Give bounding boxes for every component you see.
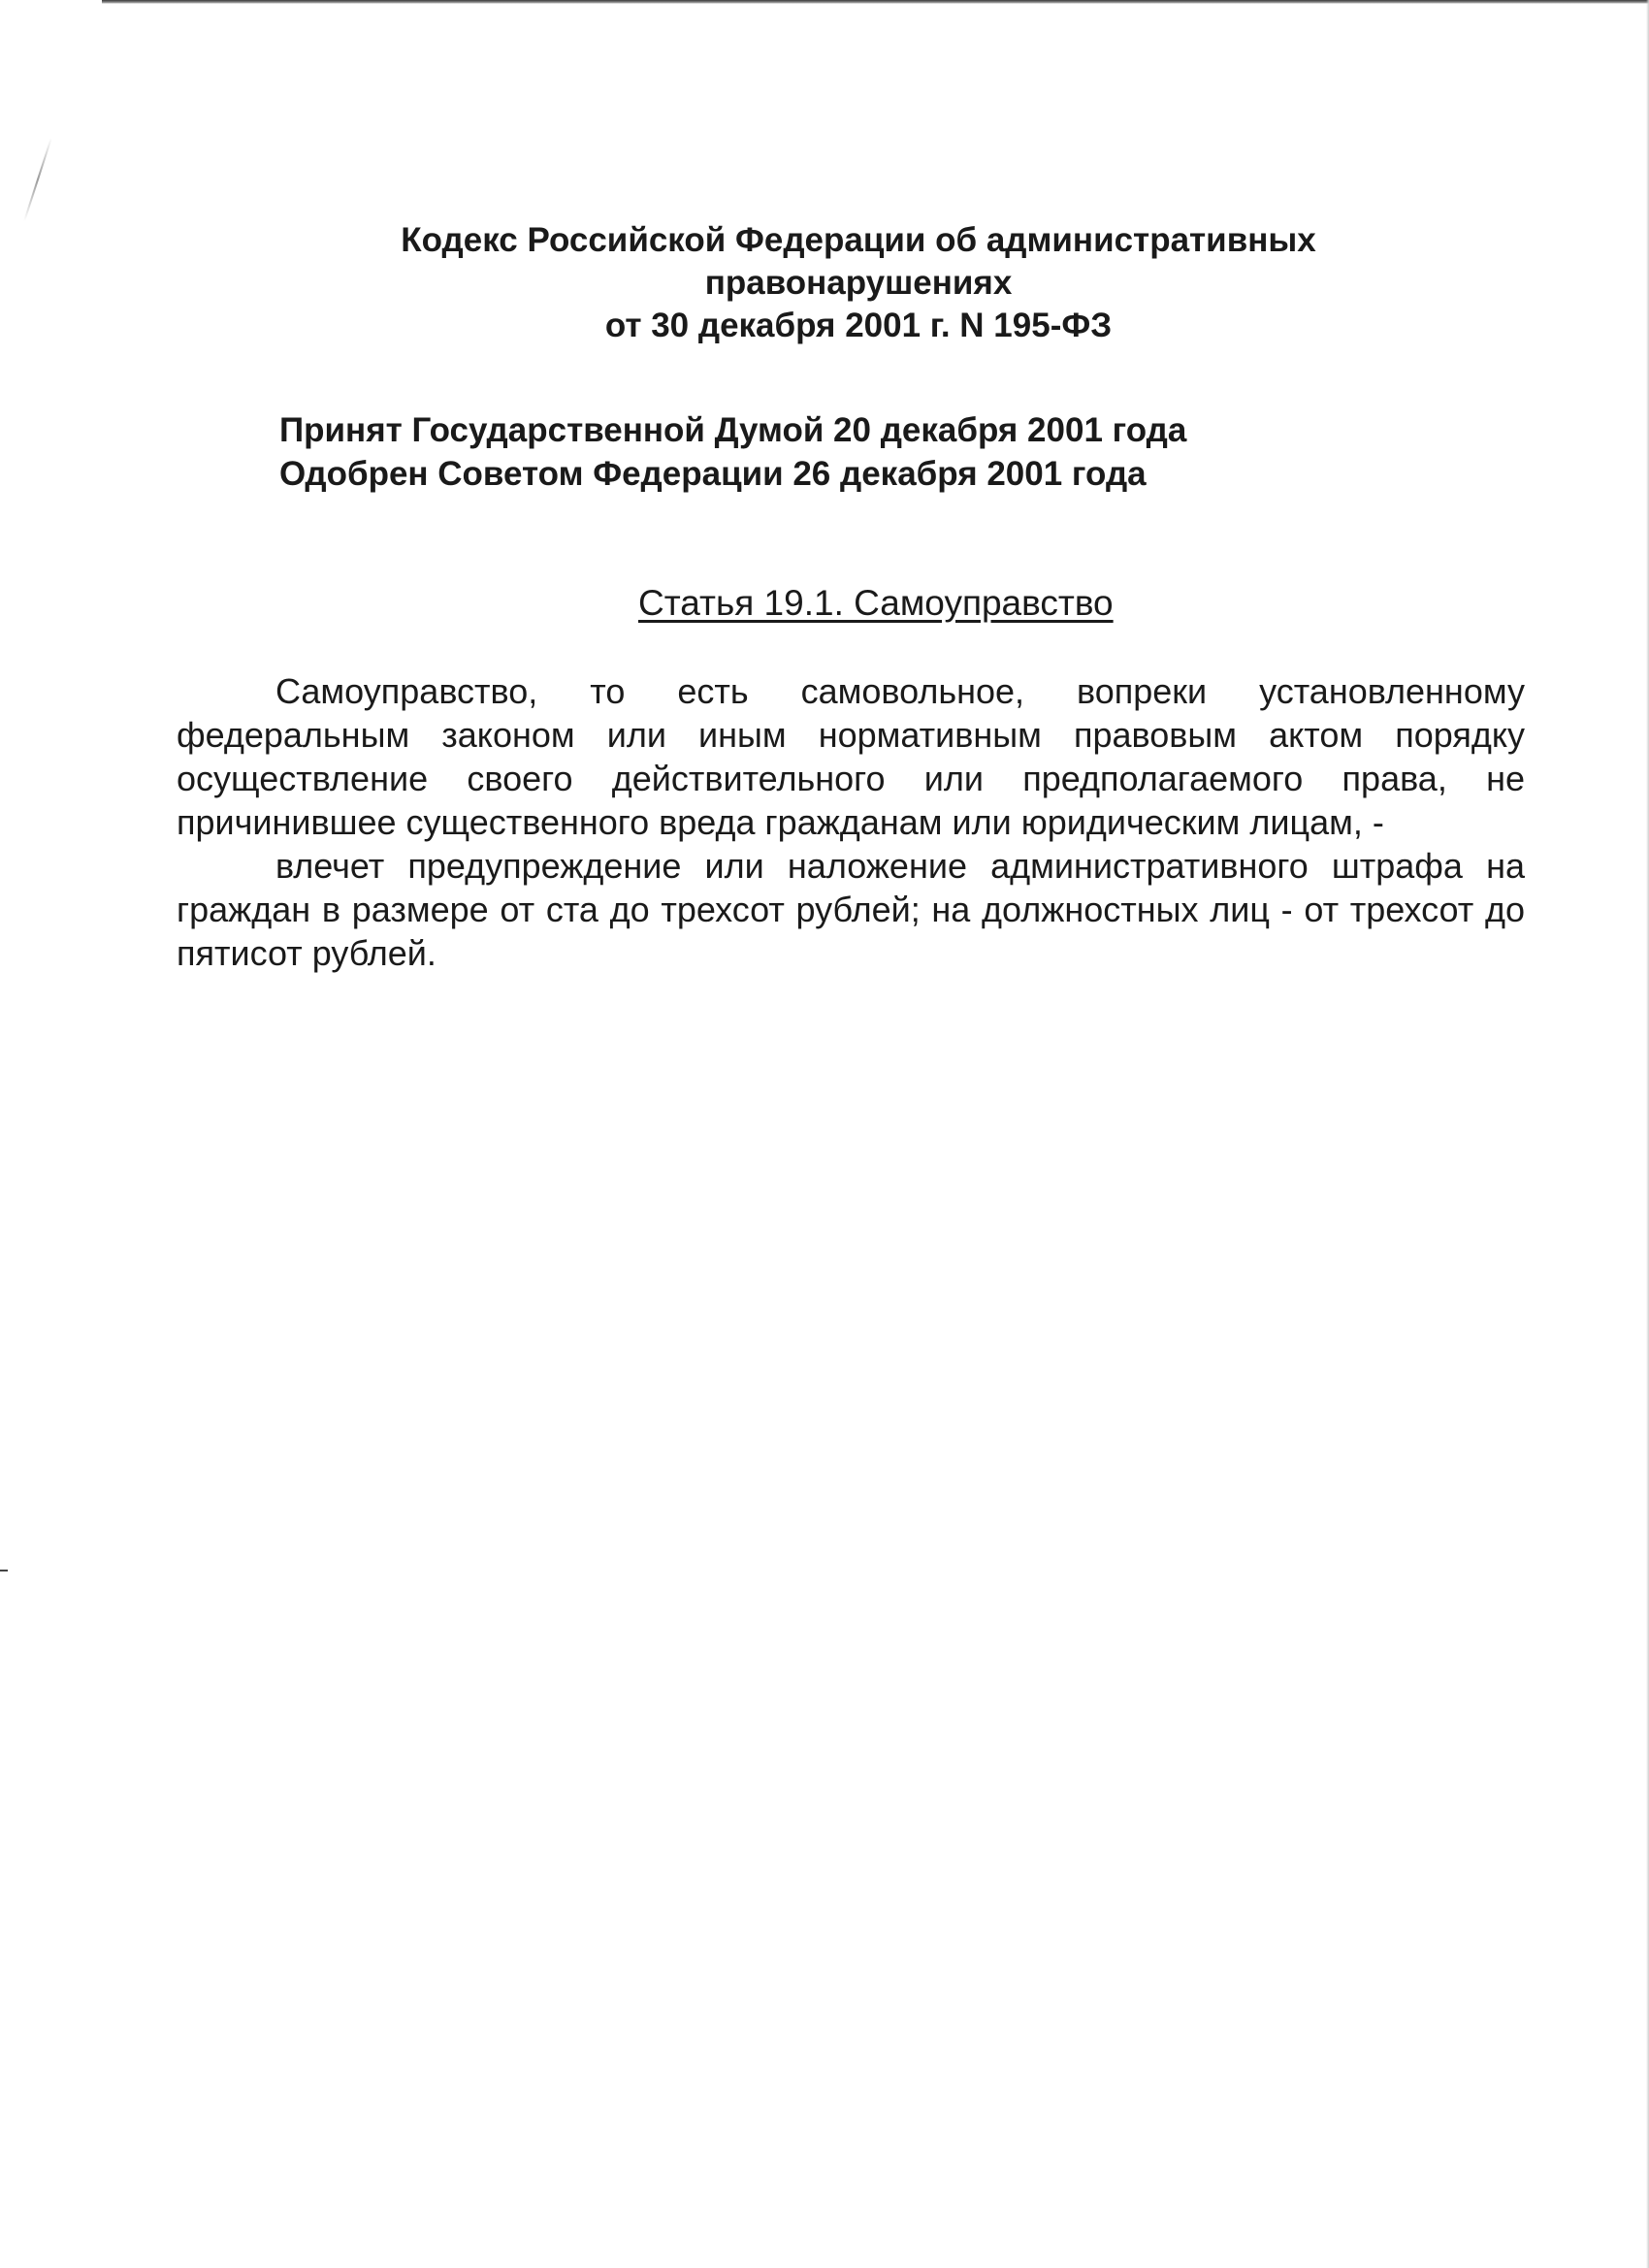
council-approval-line: Одобрен Советом Федерации 26 декабря 2001 года	[279, 455, 1147, 493]
document-title-line: правонарушениях	[704, 264, 1013, 302]
document-date-number: от 30 декабря 2001 г. N 195-ФЗ	[604, 307, 1113, 344]
article-body	[177, 669, 1525, 975]
document-title	[291, 219, 1426, 347]
document-title-line: Кодекс Российской Федерации об административных	[401, 221, 1316, 259]
article-sanction-paragraph: влечет предупреждение или наложение административного штрафа на граждан в размере от ста до трехсот рублей; на должностных лиц - от трехсот до пятисот рублей.	[177, 846, 1525, 973]
article-paragraph: Самоуправство, то есть самовольное, вопреки установленному федеральным законом или иным нормативным правовым актом порядку осуществление своего действительного или предполагаемого права, не причинившее существенного вреда гражданам или юридическим лицам, -	[177, 671, 1525, 842]
scan-crease-mark	[23, 138, 52, 221]
adoption-info	[279, 408, 1186, 496]
scan-top-edge	[102, 0, 1649, 4]
scan-margin-mark	[0, 1570, 8, 1571]
article-heading: Статья 19.1. Самоуправство	[638, 583, 1114, 623]
duma-adoption-line: Принят Государственной Думой 20 декабря 2001 года	[279, 411, 1187, 449]
